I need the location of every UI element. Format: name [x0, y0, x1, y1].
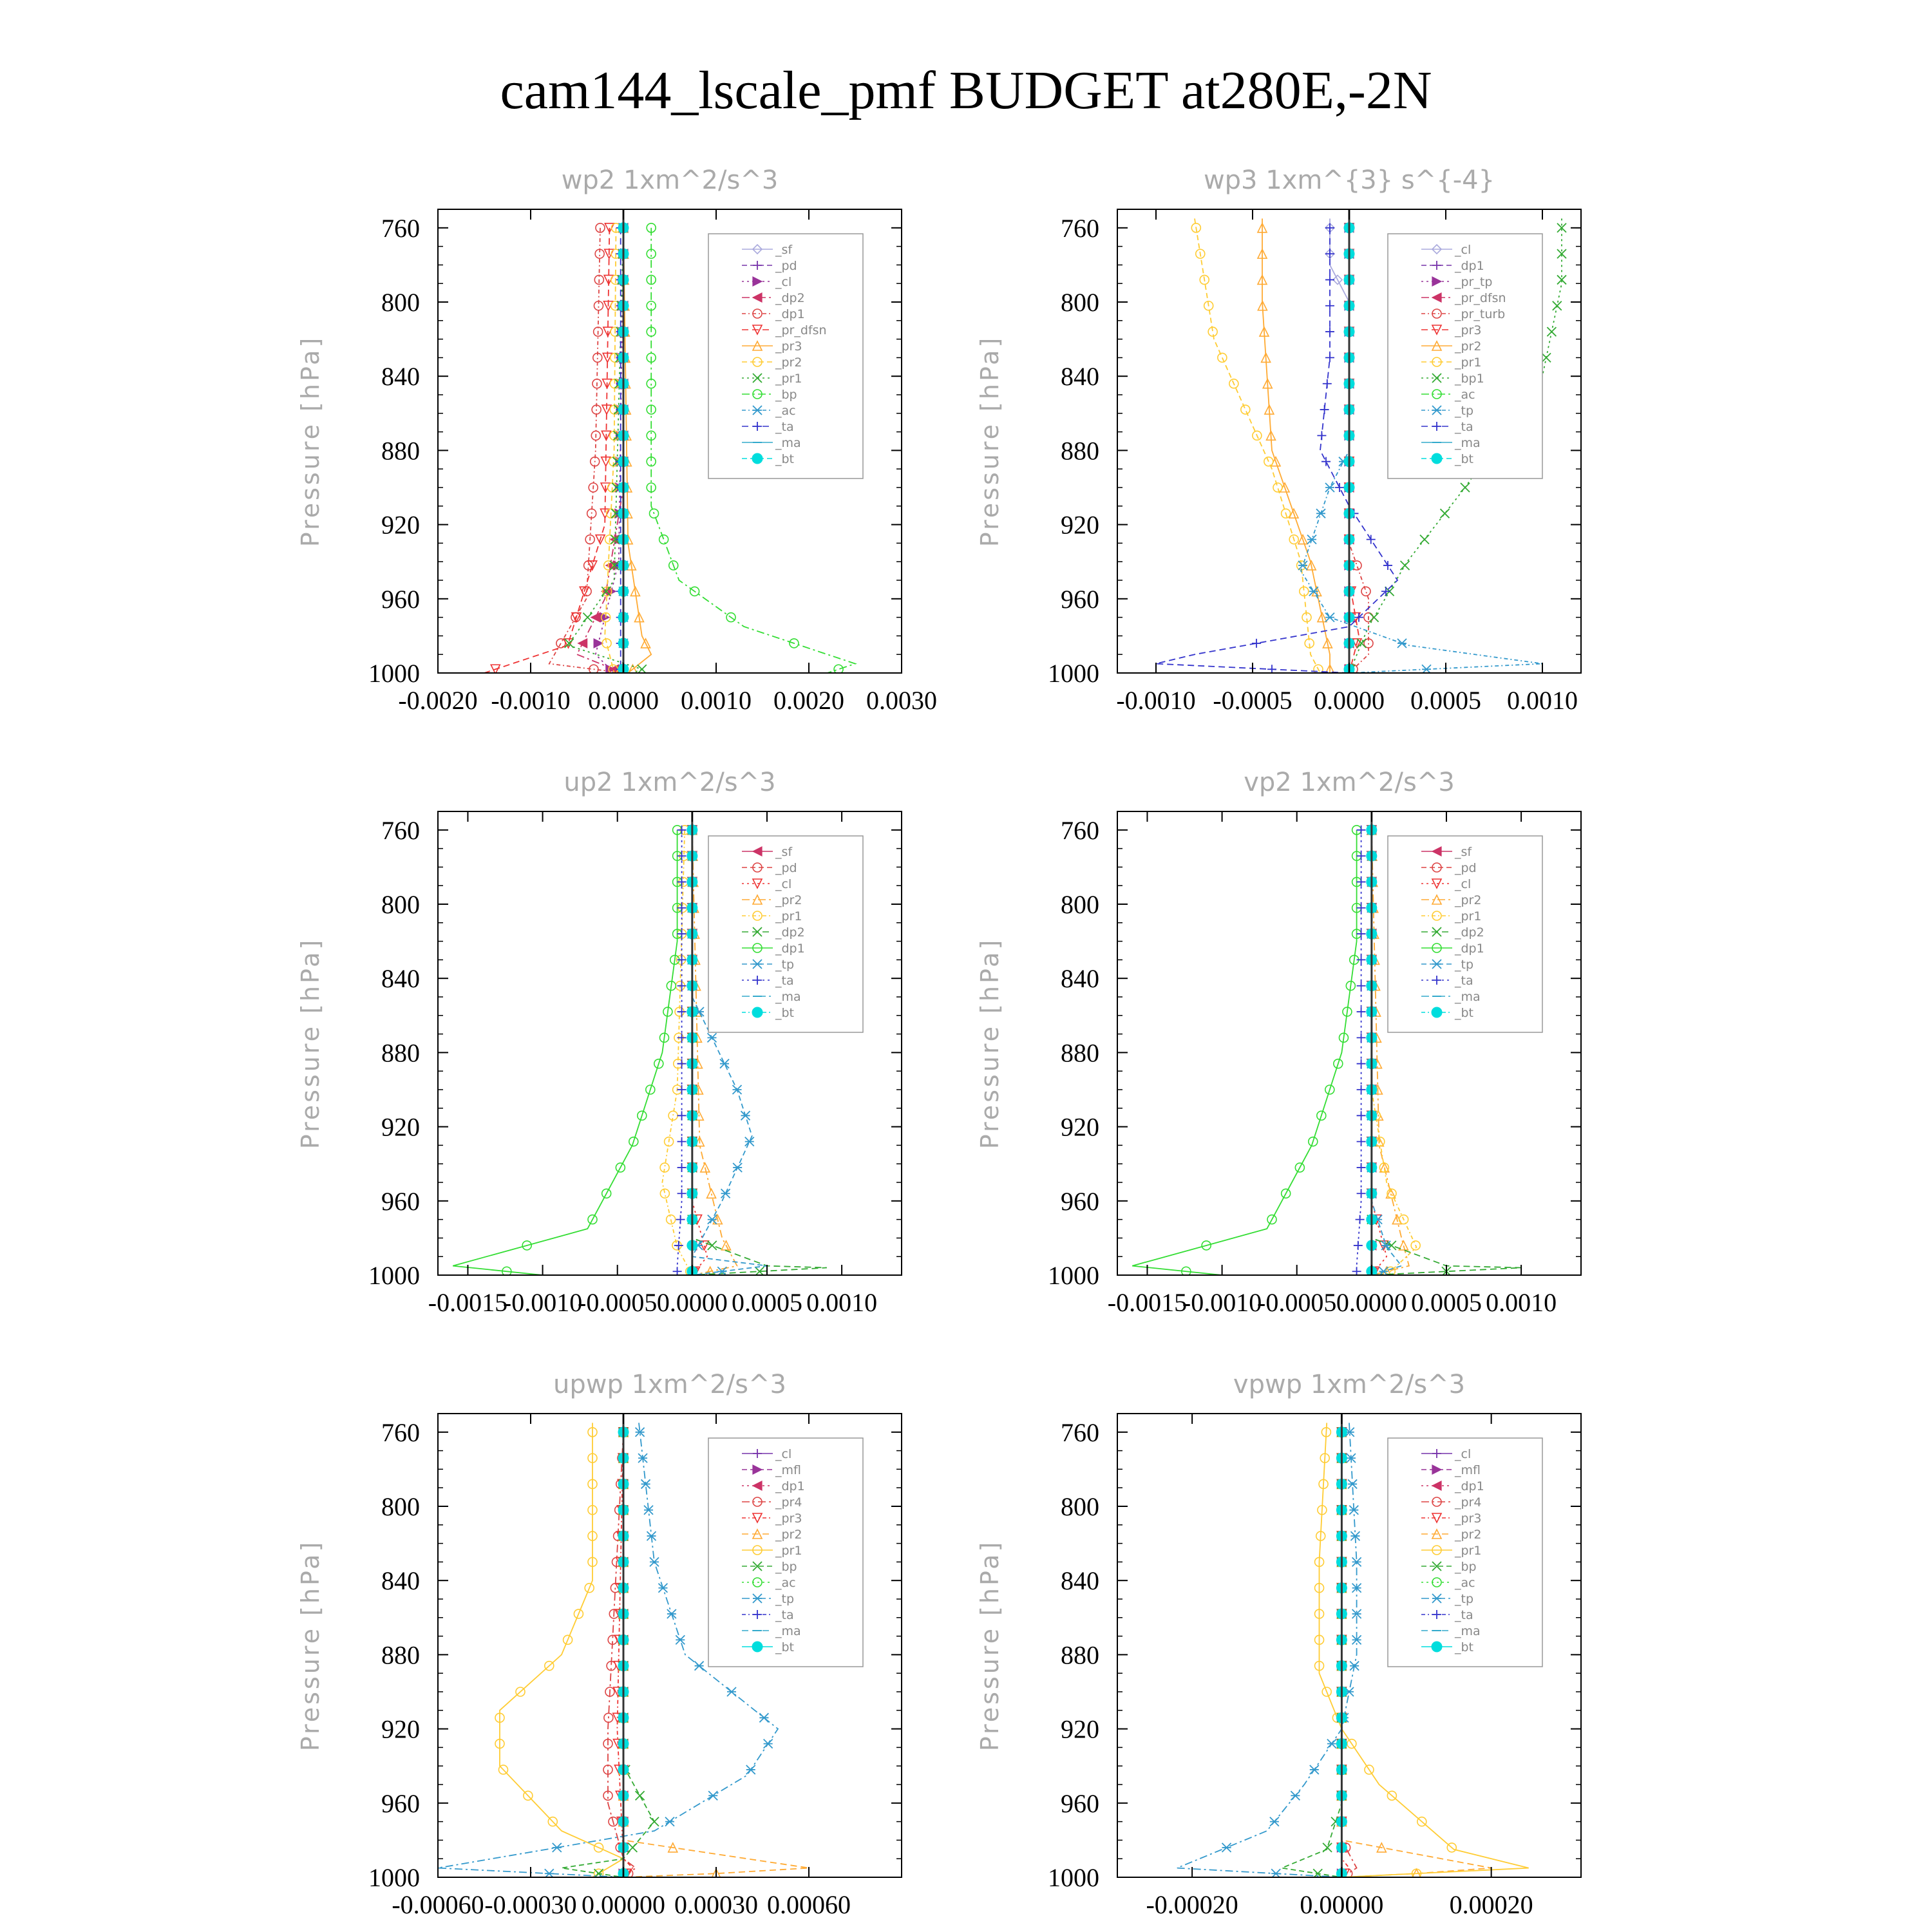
- series-marker-ta: [677, 1111, 687, 1120]
- legend-label: _bt: [775, 452, 795, 466]
- series-marker-ta: [1357, 1111, 1366, 1120]
- x-tick-label: 0.0000: [588, 686, 659, 715]
- y-tick-label: 800: [1061, 288, 1099, 317]
- x-tick-label: -0.0010: [1182, 1288, 1262, 1317]
- series-marker-pr1: [660, 1189, 669, 1198]
- series-line-ta: [1357, 830, 1361, 1275]
- x-tick-label: -0.00060: [392, 1890, 484, 1919]
- series-marker-tp: [1310, 1765, 1319, 1774]
- series-line-cl: [692, 830, 707, 1275]
- legend-label: _pr_tp: [1455, 275, 1493, 289]
- series-marker-ta: [677, 1007, 687, 1016]
- y-tick-label: 920: [381, 1714, 420, 1744]
- legend-label: _mfl: [775, 1463, 801, 1477]
- series-marker-tp: [733, 1163, 742, 1172]
- y-tick-label: 1000: [368, 1261, 420, 1290]
- series-marker-ta: [677, 877, 687, 886]
- legend-label: _dp1: [1455, 1479, 1484, 1493]
- x-tick-label: 0.00020: [1449, 1890, 1533, 1919]
- legend-label: _pr2: [1455, 339, 1482, 354]
- y-tick-label: 1000: [1048, 659, 1099, 688]
- series-marker-bp1: [1420, 535, 1429, 544]
- legend-label: _bp1: [1455, 372, 1484, 386]
- legend-label: _bt: [1455, 1640, 1474, 1654]
- legend-marker: [1432, 1007, 1442, 1018]
- x-tick-label: 0.0010: [1507, 686, 1578, 715]
- legend-marker: [752, 1642, 762, 1652]
- chart-panel-6: [976, 1370, 1581, 1919]
- y-tick-label: 840: [381, 362, 420, 392]
- legend-label: _cl: [775, 275, 792, 289]
- legend-label: _ac: [1455, 388, 1475, 402]
- series-marker-tp: [1298, 561, 1307, 570]
- series-marker-tp: [741, 1111, 750, 1120]
- series-marker-tp: [1397, 639, 1406, 648]
- y-tick-label: 800: [381, 890, 420, 919]
- legend-label: _ac: [775, 404, 796, 418]
- x-tick-label: 0.0000: [656, 1288, 728, 1317]
- y-tick-label: 800: [1061, 1492, 1099, 1521]
- legend-marker: [1432, 1642, 1442, 1652]
- series-marker-tp: [764, 1739, 773, 1748]
- y-tick-label: 880: [381, 436, 420, 466]
- series-marker-ta: [1357, 1189, 1366, 1198]
- chart-panel-4: [976, 768, 1581, 1317]
- legend-label: _pr2: [1455, 893, 1482, 907]
- series-marker-dp2: [591, 613, 600, 622]
- series-marker-ta: [1321, 457, 1331, 466]
- panel-title: wp2 1xm^2/s^3: [561, 166, 779, 195]
- x-tick-label: -0.0015: [1107, 1288, 1188, 1317]
- series-line-ta: [677, 830, 682, 1275]
- y-tick-label: 960: [1061, 584, 1099, 614]
- y-tick-label: 760: [381, 213, 420, 243]
- chart-panel-3: [296, 768, 902, 1317]
- series-line-cl: [596, 228, 623, 673]
- series-marker-pr1: [1241, 405, 1250, 414]
- y-tick-label: 1000: [1048, 1261, 1099, 1290]
- legend-label: _pr3: [1455, 1511, 1482, 1526]
- x-tick-label: -0.0010: [502, 1288, 583, 1317]
- y-tick-label: 960: [381, 1788, 420, 1818]
- legend-label: _pr_dfsn: [1455, 291, 1506, 305]
- series-marker-tp: [665, 1817, 674, 1826]
- legend-label: _ta: [1455, 1608, 1473, 1622]
- x-tick-label: -0.0005: [1213, 686, 1293, 715]
- series-line-bp: [562, 1432, 654, 1877]
- series-line-pr3: [1341, 1432, 1349, 1877]
- series-marker-ta: [1325, 327, 1334, 336]
- y-axis-label: Pressure [hPa]: [296, 335, 325, 547]
- legend-label: _pr1: [775, 909, 802, 923]
- series-marker-ta: [677, 851, 687, 860]
- legend-label: _dp1: [1455, 942, 1484, 956]
- y-tick-label: 880: [1061, 436, 1099, 466]
- series-marker-bp: [1323, 1843, 1332, 1852]
- legend-label: _pr4: [1455, 1495, 1482, 1510]
- series-line-pr3: [1349, 228, 1359, 673]
- series-marker-tp: [1381, 1241, 1390, 1250]
- legend-label: _ma: [1455, 436, 1481, 450]
- x-tick-label: -0.00030: [484, 1890, 577, 1919]
- x-tick-label: -0.0015: [428, 1288, 508, 1317]
- y-tick-label: 880: [381, 1640, 420, 1670]
- x-tick-label: -0.0010: [491, 686, 571, 715]
- series-marker-dp2: [578, 639, 587, 648]
- series-marker-tp: [746, 1765, 755, 1774]
- series-marker-ta: [1325, 275, 1334, 284]
- series-line-bp: [1282, 1432, 1342, 1877]
- legend-label: _dp1: [775, 942, 805, 956]
- legend-label: _tp: [775, 958, 795, 972]
- series-marker-bp: [650, 1817, 659, 1826]
- page-title: cam144_lscale_pmf BUDGET at280E,-2N: [500, 61, 1432, 120]
- series-line-pr1: [568, 228, 642, 673]
- legend-label: _bt: [1455, 452, 1474, 466]
- x-tick-label: 0.0000: [1336, 1288, 1407, 1317]
- legend-label: _cl: [775, 1447, 792, 1461]
- series-marker-ta: [1320, 405, 1329, 414]
- legend-label: _dp2: [775, 925, 805, 940]
- legend-label: _tp: [1455, 958, 1474, 972]
- legend-label: _dp2: [1455, 925, 1484, 940]
- chart-panel-5: [296, 1370, 902, 1919]
- series-marker-ta: [1367, 535, 1376, 544]
- legend-label: _pr1: [1455, 355, 1482, 370]
- series-marker-ta: [677, 1033, 687, 1042]
- y-tick-label: 1000: [1048, 1863, 1099, 1892]
- series-marker-ta: [677, 981, 687, 990]
- series-marker-tp: [667, 1609, 676, 1618]
- legend-label: _pr3: [775, 339, 802, 354]
- series-marker-ta: [1357, 929, 1366, 938]
- legend-label: _dp1: [775, 1479, 805, 1493]
- series-marker-ta: [1357, 1033, 1366, 1042]
- legend-label: _ma: [775, 436, 801, 450]
- legend-marker: [752, 453, 762, 464]
- series-marker-ta: [1323, 379, 1332, 388]
- legend-marker: [752, 1007, 762, 1018]
- legend-label: _ta: [775, 1608, 794, 1622]
- series-line-dp1: [1132, 830, 1356, 1275]
- series-marker-ta: [1325, 223, 1334, 232]
- series-marker-ta: [1357, 826, 1366, 835]
- legend-label: _pd: [775, 259, 797, 273]
- series-line-cl: [1330, 218, 1349, 673]
- legend-label: _dp1: [1455, 259, 1484, 273]
- legend-label: _pr3: [1455, 323, 1482, 337]
- series-marker-tp: [676, 1635, 685, 1644]
- series-marker-ta: [677, 1163, 687, 1172]
- series-marker-bp: [628, 1843, 637, 1852]
- legend-label: _bt: [775, 1640, 795, 1654]
- y-tick-label: 840: [1061, 964, 1099, 994]
- series-line-pr_dfsn: [484, 228, 609, 673]
- chart-panel-2: [976, 166, 1581, 715]
- y-tick-label: 760: [381, 1417, 420, 1447]
- y-tick-label: 960: [1061, 1788, 1099, 1818]
- legend-label: _tp: [775, 1592, 795, 1606]
- series-marker-ta: [1383, 561, 1392, 570]
- series-line-dp1: [549, 228, 623, 673]
- series-marker-cl: [594, 639, 603, 648]
- series-marker-ta: [1357, 1007, 1366, 1016]
- series-marker-ta: [1357, 877, 1366, 886]
- series-marker-ta: [1357, 1163, 1366, 1172]
- series-marker-tp: [1325, 613, 1334, 622]
- legend-label: _sf: [775, 845, 793, 859]
- series-marker-bp1: [1461, 483, 1470, 492]
- y-axis-label: Pressure [hPa]: [296, 937, 325, 1150]
- x-tick-label: 0.0030: [866, 686, 937, 715]
- legend-label: _ta: [1455, 974, 1473, 988]
- series-marker-tp: [650, 1557, 659, 1566]
- y-tick-label: 960: [1061, 1186, 1099, 1216]
- legend-label: _bp: [775, 388, 797, 402]
- series-marker-tp: [553, 1843, 562, 1852]
- series-marker-bp1: [1441, 509, 1450, 518]
- series-marker-bp: [659, 535, 668, 544]
- series-marker-tp: [707, 1033, 716, 1042]
- series-line-pr3: [623, 228, 651, 673]
- panel-title: upwp 1xm^2/s^3: [553, 1370, 786, 1399]
- x-tick-label: 0.0010: [806, 1288, 878, 1317]
- panel-title: vp2 1xm^2/s^3: [1244, 768, 1455, 797]
- legend-label: _cl: [1455, 877, 1472, 891]
- y-tick-label: 1000: [368, 1863, 420, 1892]
- series-marker-ta: [1357, 981, 1366, 990]
- y-axis-label: Pressure [hPa]: [976, 937, 1004, 1150]
- legend-label: _ma: [775, 1624, 801, 1638]
- series-marker-pr1: [1273, 483, 1282, 492]
- legend-label: _pr2: [775, 893, 802, 907]
- x-tick-label: 0.0010: [1486, 1288, 1557, 1317]
- series-marker-ta: [1357, 904, 1366, 913]
- panel-title: up2 1xm^2/s^3: [564, 768, 776, 797]
- y-tick-label: 760: [381, 815, 420, 845]
- series-marker-ta: [1357, 1059, 1366, 1068]
- legend-label: _pr1: [1455, 1544, 1482, 1558]
- series-marker-tp: [1222, 1843, 1231, 1852]
- series-marker-ta: [1335, 483, 1344, 492]
- series-marker-bp1: [1553, 301, 1562, 310]
- series-marker-ta: [1356, 1215, 1365, 1224]
- series-marker-ta: [1357, 1085, 1366, 1094]
- legend-label: _pd: [1455, 861, 1477, 875]
- y-tick-label: 800: [381, 1492, 420, 1521]
- chart-panel-1: [296, 166, 937, 715]
- legend-label: _ma: [1455, 990, 1481, 1004]
- series-marker-tp: [1291, 1791, 1300, 1800]
- series-marker-ta: [676, 1215, 685, 1224]
- x-tick-label: -0.0020: [398, 686, 478, 715]
- y-tick-label: 920: [1061, 1714, 1099, 1744]
- legend-label: _tp: [1455, 1592, 1474, 1606]
- legend-label: _ac: [775, 1576, 796, 1590]
- series-marker-pr_turb: [1361, 587, 1370, 596]
- series-marker-bp1: [1542, 353, 1551, 362]
- legend-label: _pr2: [1455, 1528, 1482, 1542]
- legend-label: _pd: [775, 861, 797, 875]
- series-marker-tp: [708, 1215, 717, 1224]
- y-tick-label: 840: [1061, 362, 1099, 392]
- y-tick-label: 960: [381, 584, 420, 614]
- series-line-pr4: [608, 1432, 636, 1877]
- y-axis-label: Pressure [hPa]: [976, 1539, 1004, 1752]
- legend-marker: [1432, 453, 1442, 464]
- series-line-dp2: [577, 228, 623, 673]
- legend-label: _ac: [1455, 1576, 1475, 1590]
- legend-label: _mfl: [1455, 1463, 1481, 1477]
- legend-label: _pr4: [775, 1495, 802, 1510]
- series-marker-bp1: [1370, 613, 1379, 622]
- legend-label: _ma: [775, 990, 801, 1004]
- legend-label: _pr1: [1455, 909, 1482, 923]
- y-tick-label: 760: [1061, 1417, 1099, 1447]
- x-tick-label: 0.0005: [1410, 1288, 1482, 1317]
- series-marker-ta: [1357, 1137, 1366, 1146]
- y-tick-label: 880: [1061, 1640, 1099, 1670]
- legend-label: _cl: [1455, 243, 1472, 257]
- y-tick-label: 840: [381, 1566, 420, 1596]
- legend-label: _pr1: [775, 372, 802, 386]
- series-marker-bp: [647, 379, 656, 388]
- legend-label: _sf: [1455, 845, 1472, 859]
- series-marker-tp: [1350, 1662, 1359, 1671]
- series-line-pr1: [1195, 218, 1320, 673]
- y-tick-label: 920: [1061, 510, 1099, 540]
- series-marker-bp: [636, 1791, 645, 1800]
- legend-label: _bt: [1455, 1006, 1474, 1020]
- legend-label: _pr2: [775, 355, 802, 370]
- series-marker-bp1: [1357, 639, 1366, 648]
- panel-title: vpwp 1xm^2/s^3: [1233, 1370, 1466, 1399]
- series-marker-ta: [1325, 353, 1334, 362]
- series-line-pr_turb: [1349, 228, 1368, 673]
- legend-label: _cl: [775, 877, 792, 891]
- series-marker-bp1: [1401, 561, 1410, 570]
- legend-label: _bt: [775, 1006, 795, 1020]
- legend-label: _tp: [1455, 404, 1474, 418]
- legend-label: _pr3: [775, 1511, 802, 1526]
- legend-label: _pr2: [775, 1528, 802, 1542]
- series-marker-ta: [1252, 639, 1261, 648]
- panel-title: wp3 1xm^{3} s^{-4}: [1203, 166, 1495, 195]
- series-marker-tp: [720, 1059, 729, 1068]
- y-axis-label: Pressure [hPa]: [296, 1539, 325, 1752]
- series-marker-ta: [677, 1059, 687, 1068]
- legend-label: _dp2: [775, 291, 805, 305]
- x-tick-label: 0.0020: [773, 686, 844, 715]
- series-marker-tp: [727, 1687, 736, 1696]
- series-marker-tp: [745, 1137, 754, 1146]
- x-tick-label: 0.0000: [1314, 686, 1385, 715]
- series-marker-tp: [1309, 587, 1318, 596]
- x-tick-label: -0.0005: [1257, 1288, 1337, 1317]
- series-marker-ta: [1354, 1241, 1363, 1250]
- x-tick-label: 0.00000: [1300, 1890, 1384, 1919]
- series-line-pr4: [1341, 1432, 1356, 1877]
- series-marker-tp: [695, 1662, 704, 1671]
- x-tick-label: 0.0010: [681, 686, 752, 715]
- x-tick-label: 0.00000: [582, 1890, 665, 1919]
- x-tick-label: -0.0005: [578, 1288, 658, 1317]
- y-tick-label: 1000: [368, 659, 420, 688]
- y-tick-label: 760: [1061, 213, 1099, 243]
- series-marker-pr2: [707, 1189, 716, 1198]
- legend-label: _pr_turb: [1455, 307, 1506, 321]
- series-marker-ta: [677, 1137, 687, 1146]
- series-marker-tp: [658, 1584, 667, 1593]
- series-marker-bp1: [1547, 327, 1556, 336]
- series-marker-tp: [733, 1085, 742, 1094]
- legend-label: _ma: [1455, 1624, 1481, 1638]
- legend-label: _bp: [775, 1560, 797, 1574]
- series-line-dp1: [453, 830, 677, 1275]
- series-marker-tp: [1316, 509, 1325, 518]
- x-tick-label: 0.0005: [1410, 686, 1481, 715]
- x-tick-label: 0.00030: [674, 1890, 758, 1919]
- series-marker-tp: [721, 1189, 730, 1198]
- series-marker-tp: [759, 1713, 768, 1722]
- y-tick-label: 800: [1061, 890, 1099, 919]
- series-marker-ta: [1357, 851, 1366, 860]
- legend-label: _pr_dfsn: [775, 323, 827, 337]
- x-tick-label: 0.0005: [731, 1288, 802, 1317]
- series-line-ta: [1156, 228, 1397, 673]
- x-tick-label: -0.0010: [1116, 686, 1196, 715]
- y-tick-label: 800: [381, 288, 420, 317]
- legend-label: _ta: [775, 420, 794, 434]
- series-marker-ta: [677, 1085, 687, 1094]
- y-tick-label: 960: [381, 1186, 420, 1216]
- series-marker-ta: [1325, 301, 1334, 310]
- y-tick-label: 880: [381, 1038, 420, 1068]
- y-tick-label: 880: [1061, 1038, 1099, 1068]
- legend-label: _ta: [1455, 420, 1473, 434]
- series-marker-tp: [1307, 535, 1316, 544]
- series-marker-ta: [1325, 249, 1334, 258]
- series-marker-tp: [1270, 1817, 1279, 1826]
- series-marker-tp: [1327, 1739, 1336, 1748]
- x-tick-label: 0.00060: [767, 1890, 851, 1919]
- series-marker-dp2: [708, 1241, 717, 1250]
- series-line-pr2: [1262, 218, 1330, 673]
- series-marker-tp: [708, 1791, 717, 1800]
- y-axis-label: Pressure [hPa]: [976, 335, 1004, 547]
- y-tick-label: 920: [381, 1112, 420, 1142]
- legend-label: _pr1: [775, 1544, 802, 1558]
- legend-label: _ta: [775, 974, 794, 988]
- series-line-pr1: [500, 1423, 623, 1877]
- y-tick-label: 920: [1061, 1112, 1099, 1142]
- y-tick-label: 920: [381, 510, 420, 540]
- legend-label: _cl: [1455, 1447, 1472, 1461]
- series-line-tp: [1177, 1423, 1357, 1877]
- series-marker-ta: [677, 1189, 687, 1198]
- y-tick-label: 840: [1061, 1566, 1099, 1596]
- series-marker-ta: [1317, 431, 1326, 440]
- series-marker-tp: [1325, 483, 1334, 492]
- legend-label: _dp1: [775, 307, 805, 321]
- legend-label: _bp: [1455, 1560, 1477, 1574]
- y-tick-label: 760: [1061, 815, 1099, 845]
- x-tick-label: -0.00020: [1146, 1890, 1238, 1919]
- y-tick-label: 840: [381, 964, 420, 994]
- legend-label: _sf: [775, 243, 793, 257]
